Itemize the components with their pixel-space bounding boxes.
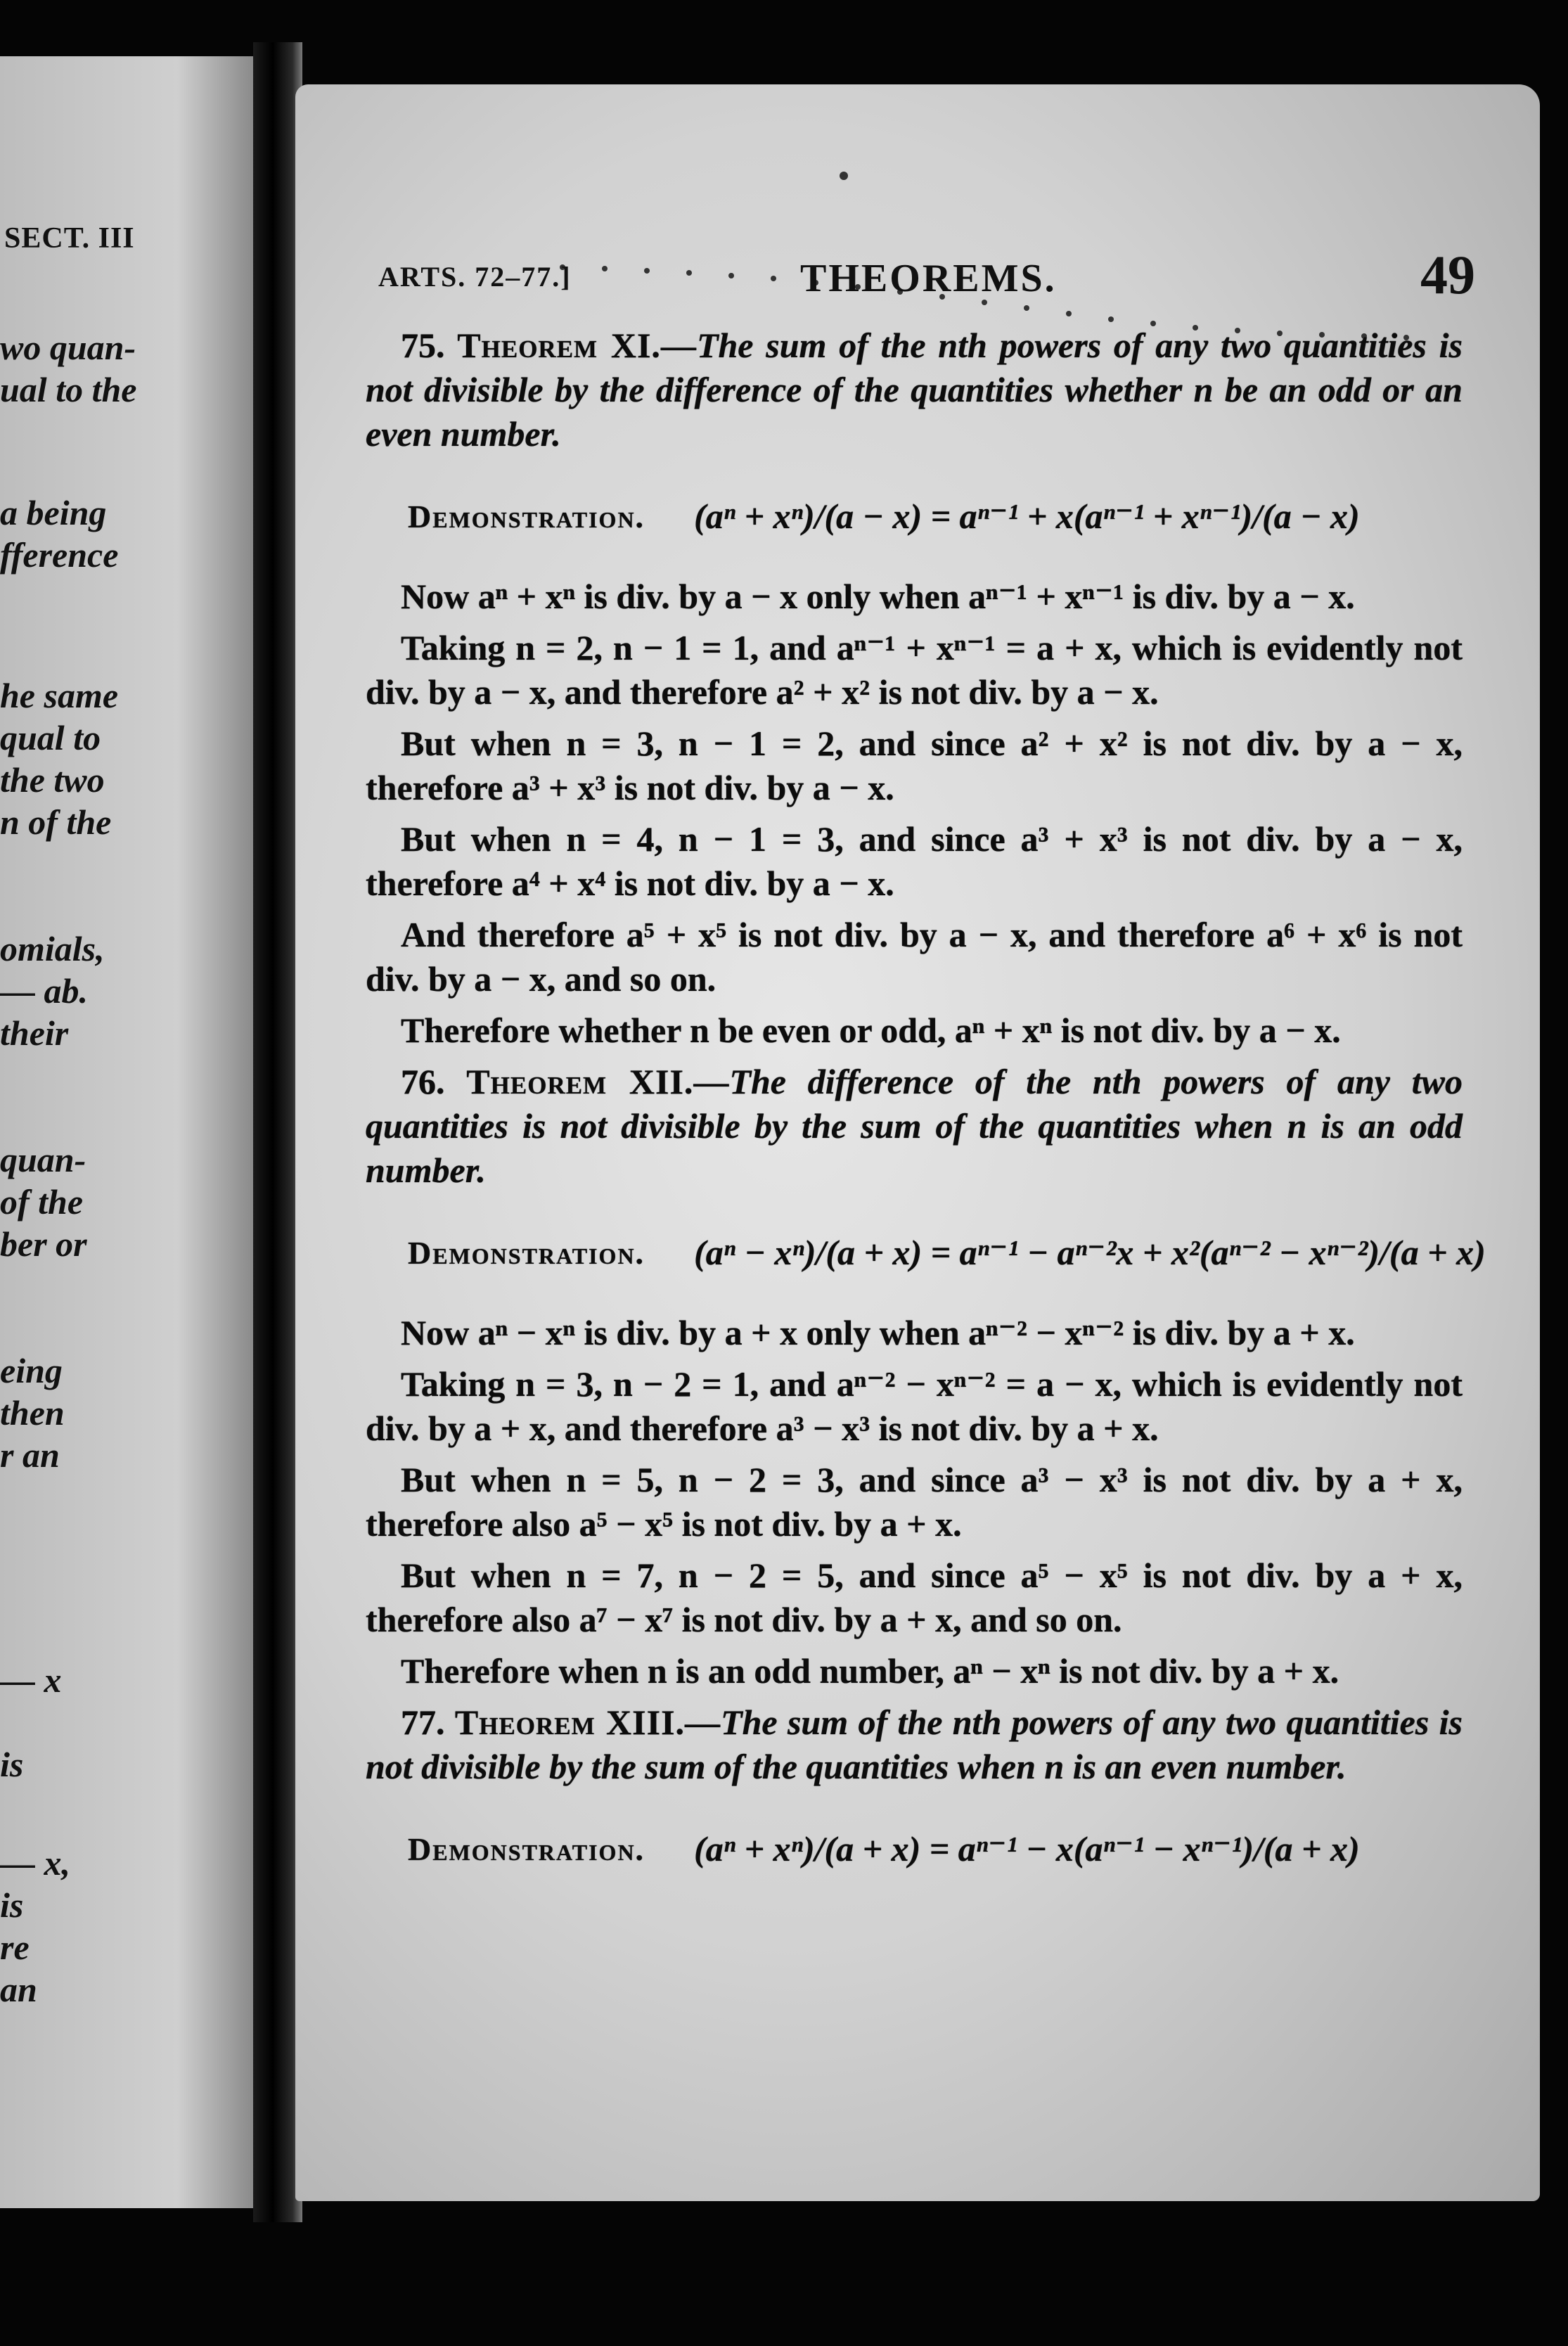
proof-paragraph: Taking n = 3, n − 2 = 1, and aⁿ⁻² − xⁿ⁻² = a − x, which is evidently not div. by a + x, and therefore a³ − x³ is not div. by a + x.	[366, 1364, 1463, 1448]
page-number: 49	[1420, 244, 1475, 305]
theorem-heading	[366, 1060, 1463, 1193]
proof-paragraph: But when n = 7, n − 2 = 5, and since a⁵ − x⁵ is not div. by a + x, therefore also a⁷ − x⁷ is not div. by a + x, and so on.	[366, 1556, 1463, 1639]
proof-paragraph: Therefore when n is an odd number, aⁿ − xⁿ is not div. by a + x.	[401, 1651, 1339, 1691]
demonstration	[408, 1200, 1486, 1305]
demonstration-label: Demonstration.	[408, 1234, 645, 1271]
theorem-heading	[366, 323, 1463, 456]
theorem-statement: The difference of the nth powers of any two quantities is not divisible by the sum of the quantities when n is an odd number.	[366, 1062, 1463, 1190]
left-page-fragment: wo quan-	[0, 328, 136, 367]
proof-paragraph: But when n = 3, n − 1 = 2, and since a² + x² is not div. by a − x, therefore a³ + x³ is not div. by a − x.	[366, 724, 1463, 807]
article-number: 77.	[401, 1703, 445, 1742]
proof-paragraph: Taking n = 2, n − 1 = 1, and aⁿ⁻¹ + xⁿ⁻¹ = a + x, which is evidently not div. by a − x, and therefore a² + x² is not div. by a − x.	[366, 628, 1463, 712]
left-page-fragment: eing	[0, 1351, 63, 1390]
left-page-fragment: an	[0, 1970, 37, 2009]
left-page-fragment: re	[0, 1928, 30, 1967]
demonstration-equation: (aⁿ + xⁿ)/(a + x) = aⁿ⁻¹ − x(aⁿ⁻¹ − xⁿ⁻¹)/(a + x)	[694, 1828, 1360, 1869]
left-page-fragment: ber or	[0, 1224, 87, 1264]
proof-paragraph: Now aⁿ − xⁿ is div. by a + x only when aⁿ⁻² − xⁿ⁻² is div. by a + x.	[401, 1313, 1355, 1352]
left-page-fragment: is	[0, 1885, 24, 1925]
left-page-fragment: is	[0, 1745, 24, 1784]
left-page-fragment: omials,	[0, 929, 105, 968]
theorem-statement: The sum of the nth powers of any two quantities is not divisible by the difference of the quantities whether n be an odd or an even number.	[366, 326, 1463, 454]
left-page-fragment: he same	[0, 676, 119, 715]
right-page	[295, 84, 1540, 2201]
article-number: 75.	[401, 326, 445, 365]
proof-paragraph: Now aⁿ + xⁿ is div. by a − x only when aⁿ⁻¹ + xⁿ⁻¹ is div. by a − x.	[401, 577, 1355, 616]
left-page-fragment: of the	[0, 1182, 84, 1222]
left-page-fragment: their	[0, 1013, 69, 1053]
left-page-fragment: then	[0, 1393, 65, 1432]
left-page-fragment: the two	[0, 760, 105, 800]
demonstration-equation: (aⁿ + xⁿ)/(a − x) = aⁿ⁻¹ + x(aⁿ⁻¹ + xⁿ⁻¹)/(a − x)	[694, 496, 1360, 536]
left-page-fragment: — x,	[0, 1843, 70, 1883]
page-content	[366, 323, 1486, 1907]
running-head	[378, 244, 1475, 311]
demonstration-equation: (aⁿ − xⁿ)/(a + x) = aⁿ⁻¹ − aⁿ⁻²x + x²(aⁿ⁻² − xⁿ⁻²)/(a + x)	[694, 1232, 1486, 1272]
running-head-articles: ARTS. 72–77.]	[378, 261, 572, 293]
demonstration	[408, 463, 1463, 569]
theorem-title: Theorem XI.—	[457, 326, 697, 365]
theorem-title: Theorem XII.—	[466, 1062, 730, 1101]
proof-paragraph: Therefore whether n be even or odd, aⁿ + xⁿ is not div. by a − x.	[401, 1011, 1341, 1050]
left-page-fragment: ual to the	[0, 370, 137, 409]
proof-paragraph: But when n = 4, n − 1 = 3, and since a³ + x³ is not div. by a − x, therefore a⁴ + x⁴ is not div. by a − x.	[366, 819, 1463, 903]
left-page-fragment: a being	[0, 493, 107, 532]
left-page-fragment: n of the	[0, 802, 112, 842]
left-page-fragment: qual to	[0, 718, 101, 757]
left-page	[0, 56, 253, 2208]
proof-paragraph: But when n = 5, n − 2 = 3, and since a³ − x³ is not div. by a + x, therefore also a⁵ − x⁵ is not div. by a + x.	[366, 1460, 1463, 1544]
demonstration-label: Demonstration.	[408, 498, 645, 534]
left-page-fragment: — x	[0, 1660, 62, 1700]
demonstration-label: Demonstration.	[408, 1831, 645, 1867]
theorem-statement: The sum of the nth powers of any two quantities is not divisible by the sum of the quantities when n is an even number.	[366, 1703, 1463, 1786]
theorem-heading	[366, 1700, 1463, 1789]
left-page-fragment: quan-	[0, 1140, 86, 1179]
proof-paragraph: And therefore a⁵ + x⁵ is not div. by a − x, and therefore a⁶ + x⁶ is not div. by a − x, and so on.	[366, 915, 1463, 999]
article-number: 76.	[401, 1062, 445, 1101]
left-page-header: SECT. III	[4, 222, 135, 255]
theorem-title: Theorem XIII.—	[454, 1703, 721, 1742]
left-page-fragment: fference	[0, 535, 119, 575]
left-page-fragment: — ab.	[0, 971, 88, 1011]
demonstration	[408, 1796, 1463, 1902]
left-page-fragment: r an	[0, 1435, 60, 1475]
running-head-title: THEOREMS.	[800, 257, 1057, 300]
